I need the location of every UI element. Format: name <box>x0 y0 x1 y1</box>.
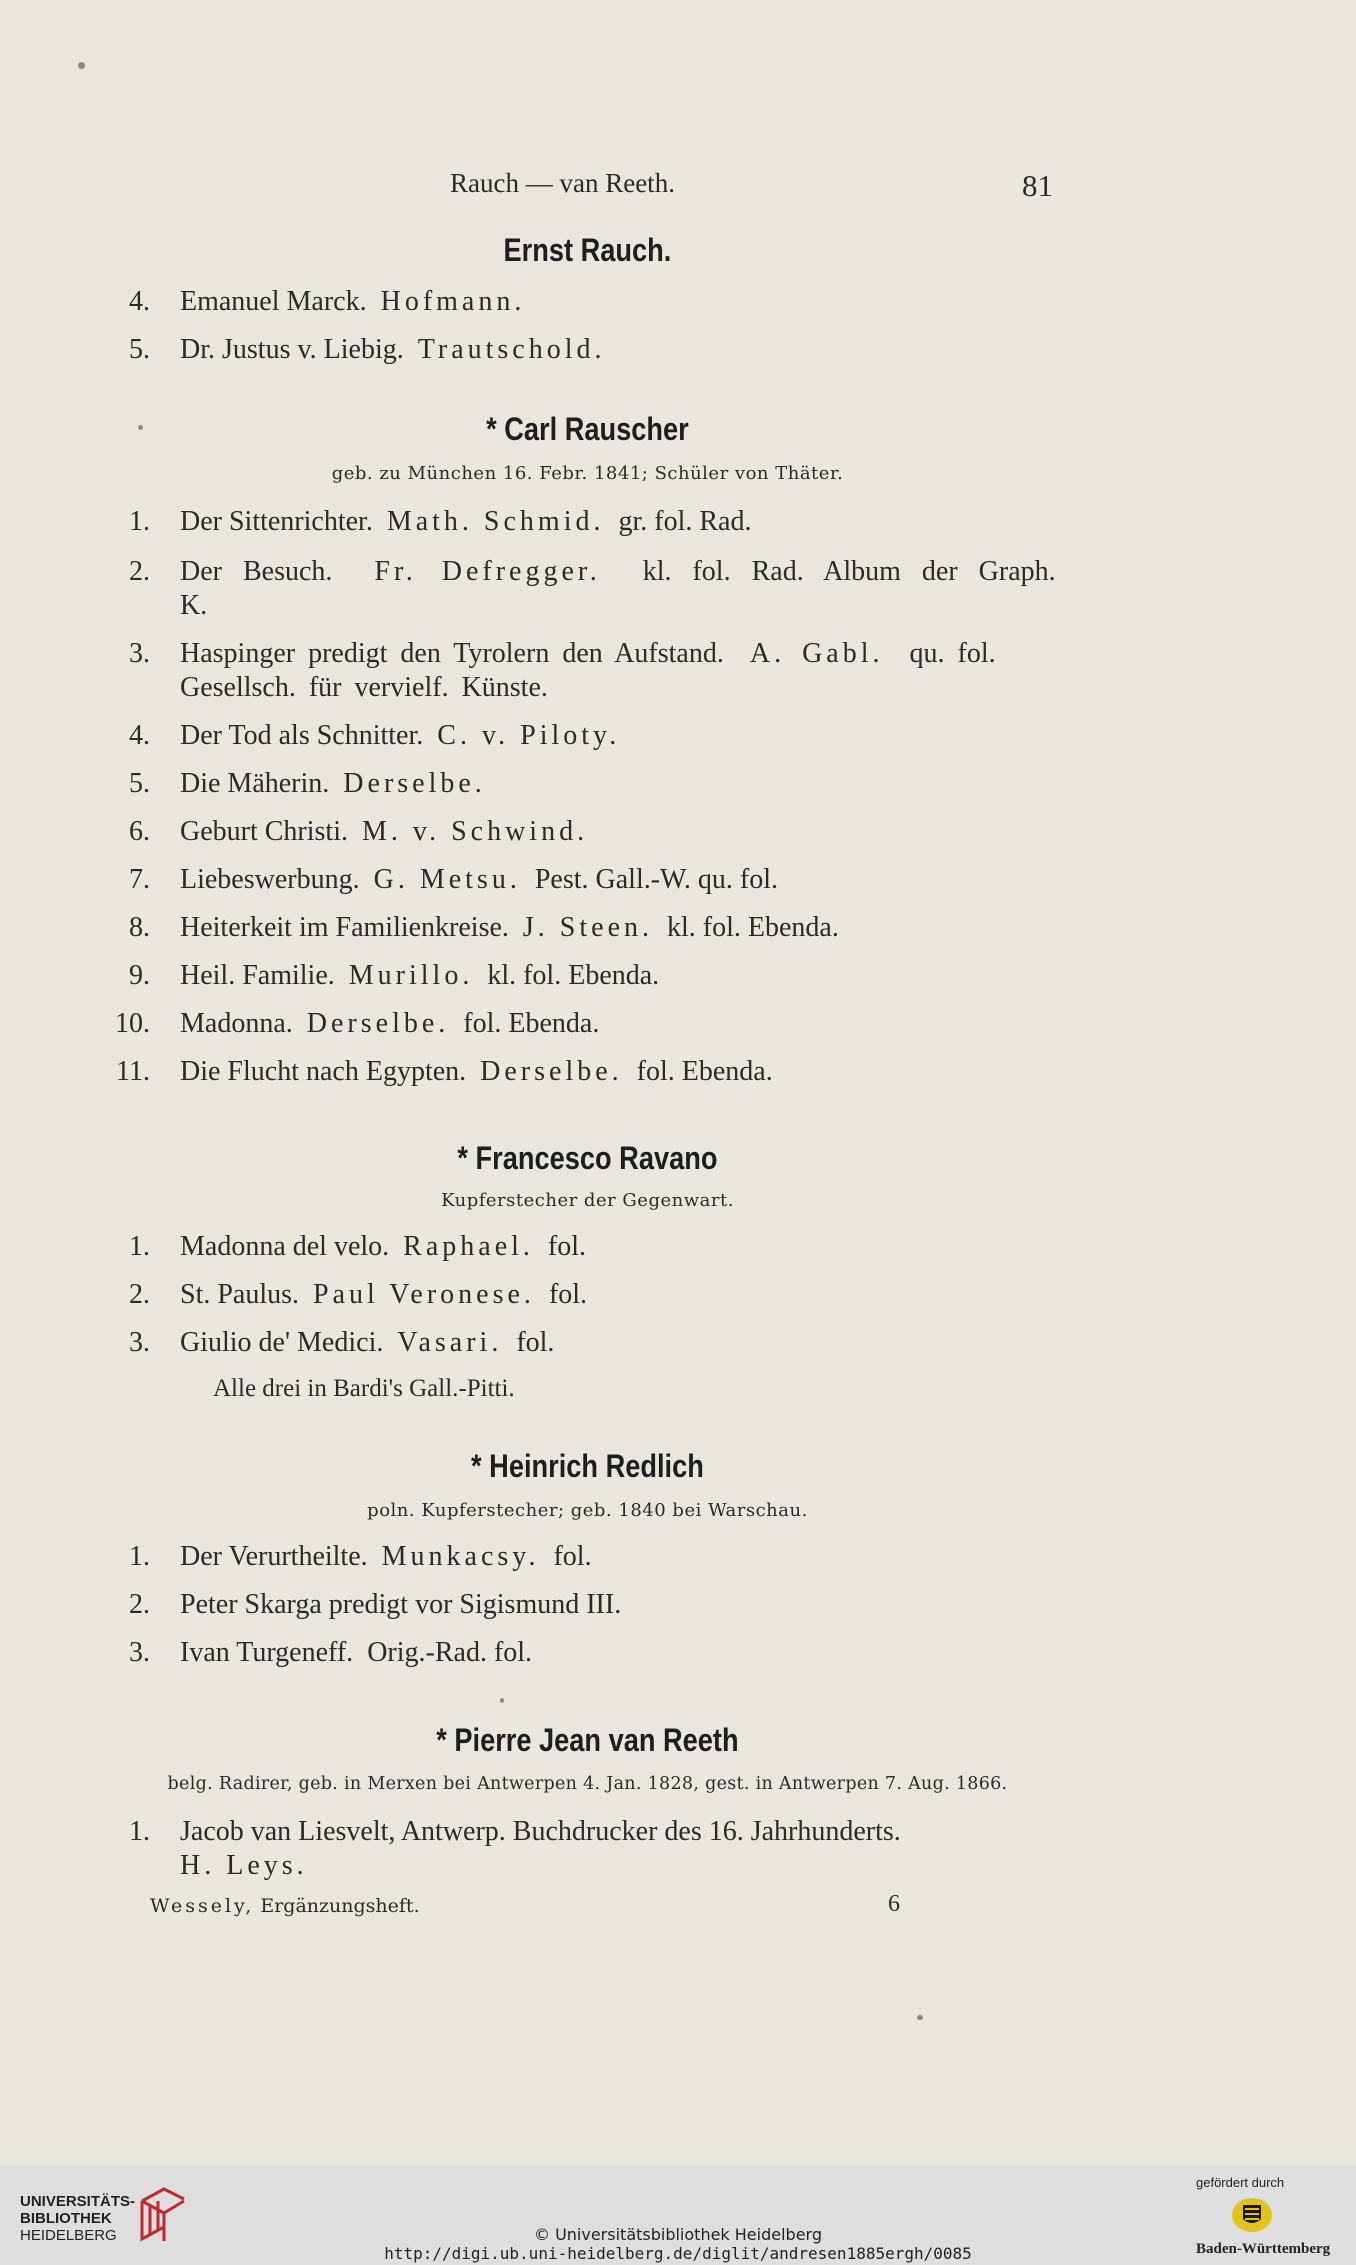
copyright-text: © Universitätsbibliothek Heidelberg <box>533 2225 822 2244</box>
entry-artist: Raphael. <box>403 1231 534 1262</box>
library-name-line3: HEIDELBERG <box>20 2227 117 2244</box>
section-subtitle-redlich: poln. Kupferstecher; geb. 1840 bei Warschau. <box>367 1500 808 1521</box>
entry-title: Heil. Familie. <box>180 960 335 991</box>
page-number: 81 <box>1022 168 1053 203</box>
entry-artist: M. v. Schwind. <box>362 816 589 847</box>
paper-speck <box>917 2015 923 2020</box>
entry-artist: Derselbe. <box>306 1008 450 1039</box>
entry-details: kl. fol. Rad. Album der Graph. K. <box>180 556 1056 621</box>
entry-artist: G. Metsu. <box>373 864 521 895</box>
paper-speck <box>78 62 85 69</box>
entry-number: 3. <box>129 1637 150 1668</box>
signature-text: Ergänzungsheft. <box>260 1895 420 1917</box>
funder-name: Baden-Württemberg <box>1196 2241 1331 2257</box>
state-seal-icon <box>1230 2193 1274 2237</box>
entry-details: gr. fol. Rad. <box>618 506 752 537</box>
entry-number: 8. <box>129 912 150 943</box>
entry-details: kl. fol. Ebenda. <box>487 960 660 991</box>
entry-title: Der Tod als Schnitter. <box>180 720 424 751</box>
entry-artist: Vasari. <box>397 1327 503 1358</box>
entry-details: fol. <box>547 1231 587 1262</box>
entry-number: 4. <box>129 720 150 751</box>
entry-title: Heiterkeit im Familienkreise. <box>180 912 509 943</box>
library-name-line2: BIBLIOTHEK <box>20 2210 112 2227</box>
entry-number: 11. <box>116 1056 150 1087</box>
entry-number: 4. <box>129 286 150 317</box>
entry-number: 2. <box>129 1589 150 1620</box>
entry-title: St. Paulus. <box>180 1279 300 1310</box>
entry-details: fol. <box>548 1279 588 1310</box>
section-subtitle-reeth: belg. Radirer, geb. in Merxen bei Antwerpen 4. Jan. 1828, gest. in Antwerpen 7. Aug. 1866. <box>167 1774 1008 1794</box>
entry-title: Dr. Justus v. Liebig. <box>180 334 404 365</box>
signature-author: Wessely, <box>150 1895 255 1917</box>
entry-artist: Paul Veronese. <box>313 1279 535 1310</box>
section-note: Alle drei in Bardi's Gall.-Pitti. <box>213 1375 515 1402</box>
entry-artist: H. Leys. <box>180 1850 308 1881</box>
entry-number: 6. <box>129 816 150 847</box>
entry-title: Madonna. <box>180 1008 293 1039</box>
entry-number: 2. <box>129 1279 150 1310</box>
entry-artist: Derselbe. <box>343 768 486 799</box>
entry-artist: Murillo. <box>348 960 474 991</box>
entry-number: 7. <box>129 864 150 895</box>
entry-title: Giulio de' Medici. <box>180 1327 384 1358</box>
entry-details: qu. fol. Gesellsch. für vervielf. Künste. <box>180 638 996 703</box>
signature-number: 6 <box>888 1891 900 1917</box>
funded-by-label: gefördert durch <box>1196 2175 1285 2190</box>
entry-details: Orig.-Rad. fol. <box>367 1637 533 1668</box>
entry-number: 1. <box>129 1541 150 1572</box>
section-subtitle-rauscher: geb. zu München 16. Febr. 1841; Schüler von Thäter. <box>331 463 844 484</box>
section-title-rauch: Ernst Rauch. <box>503 232 672 268</box>
section-title-rauscher: * Carl Rauscher <box>486 411 689 447</box>
library-footer-bar <box>0 2165 1356 2265</box>
entry-artist: J. Steen. <box>522 912 654 943</box>
entry-details: fol. <box>553 1541 592 1572</box>
entry-number: 1. <box>129 1231 150 1262</box>
entry-number: 1. <box>129 1816 150 1847</box>
entry-title: Ivan Turgeneff. <box>180 1637 354 1668</box>
entry-number: 9. <box>129 960 150 991</box>
library-name-line1: UNIVERSITÄTS- <box>20 2193 136 2210</box>
entry-details: Pest. Gall.-W. qu. fol. <box>534 864 779 895</box>
entry-title: Liebeswerbung. <box>180 864 360 895</box>
entry-title: Die Flucht nach Egypten. <box>180 1056 467 1087</box>
entry-number: 3. <box>129 638 150 669</box>
entry-artist: Trautschold. <box>417 334 606 365</box>
section-subtitle-ravano: Kupferstecher der Gegenwart. <box>441 1190 734 1211</box>
entry-artist: Fr. Defregger. <box>374 556 601 587</box>
entry-number: 10. <box>115 1008 150 1039</box>
entry-number: 5. <box>129 768 150 799</box>
section-title-redlich: * Heinrich Redlich <box>471 1448 704 1484</box>
entry-details: fol. Ebenda. <box>463 1008 600 1039</box>
entry-artist: Hofmann. <box>380 286 526 317</box>
entry-artist: A. Gabl. <box>749 638 884 669</box>
entry-number: 1. <box>129 506 150 537</box>
entry-title: Peter Skarga predigt vor Sigismund III. <box>180 1589 622 1620</box>
running-title: Rauch — van Reeth. <box>450 168 675 198</box>
entry-artist: Munkacsy. <box>381 1541 540 1572</box>
paper-speck <box>500 1698 504 1703</box>
entry-title: Jacob van Liesvelt, Antwerp. Buchdrucker des 16. Jahrhunderts. <box>180 1816 901 1847</box>
permalink-url[interactable]: http://digi.ub.uni-heidelberg.de/diglit/andresen1885ergh/0085 <box>384 2244 972 2263</box>
entry-artist: C. v. Piloty. <box>437 720 621 751</box>
entry-number: 5. <box>129 334 150 365</box>
entry-number: 3. <box>129 1327 150 1358</box>
entry-title: Die Mäherin. <box>180 768 330 799</box>
section-title-ravano: * Francesco Ravano <box>457 1140 718 1176</box>
entry-artist: Derselbe. <box>480 1056 623 1087</box>
entry-details: fol. Ebenda. <box>636 1056 773 1087</box>
entry-details: fol. <box>516 1327 555 1358</box>
section-title-reeth: * Pierre Jean van Reeth <box>436 1722 739 1758</box>
entry-artist: Math. Schmid. <box>386 506 605 537</box>
entry-title: Der Besuch. <box>180 556 333 587</box>
entry-title: Geburt Christi. <box>180 816 348 847</box>
entry-title: Madonna del velo. <box>180 1231 390 1262</box>
entry-title: Emanuel Marck. <box>180 286 367 317</box>
entry-details: kl. fol. Ebenda. <box>667 912 839 943</box>
entry-title: Der Verurtheilte. <box>180 1541 368 1572</box>
entry-number: 2. <box>129 556 150 587</box>
entry-title: Der Sittenrichter. <box>180 506 373 537</box>
entry-title: Haspinger predigt den Tyrolern den Aufstand. <box>180 638 724 669</box>
signature-line <box>150 1891 930 1917</box>
